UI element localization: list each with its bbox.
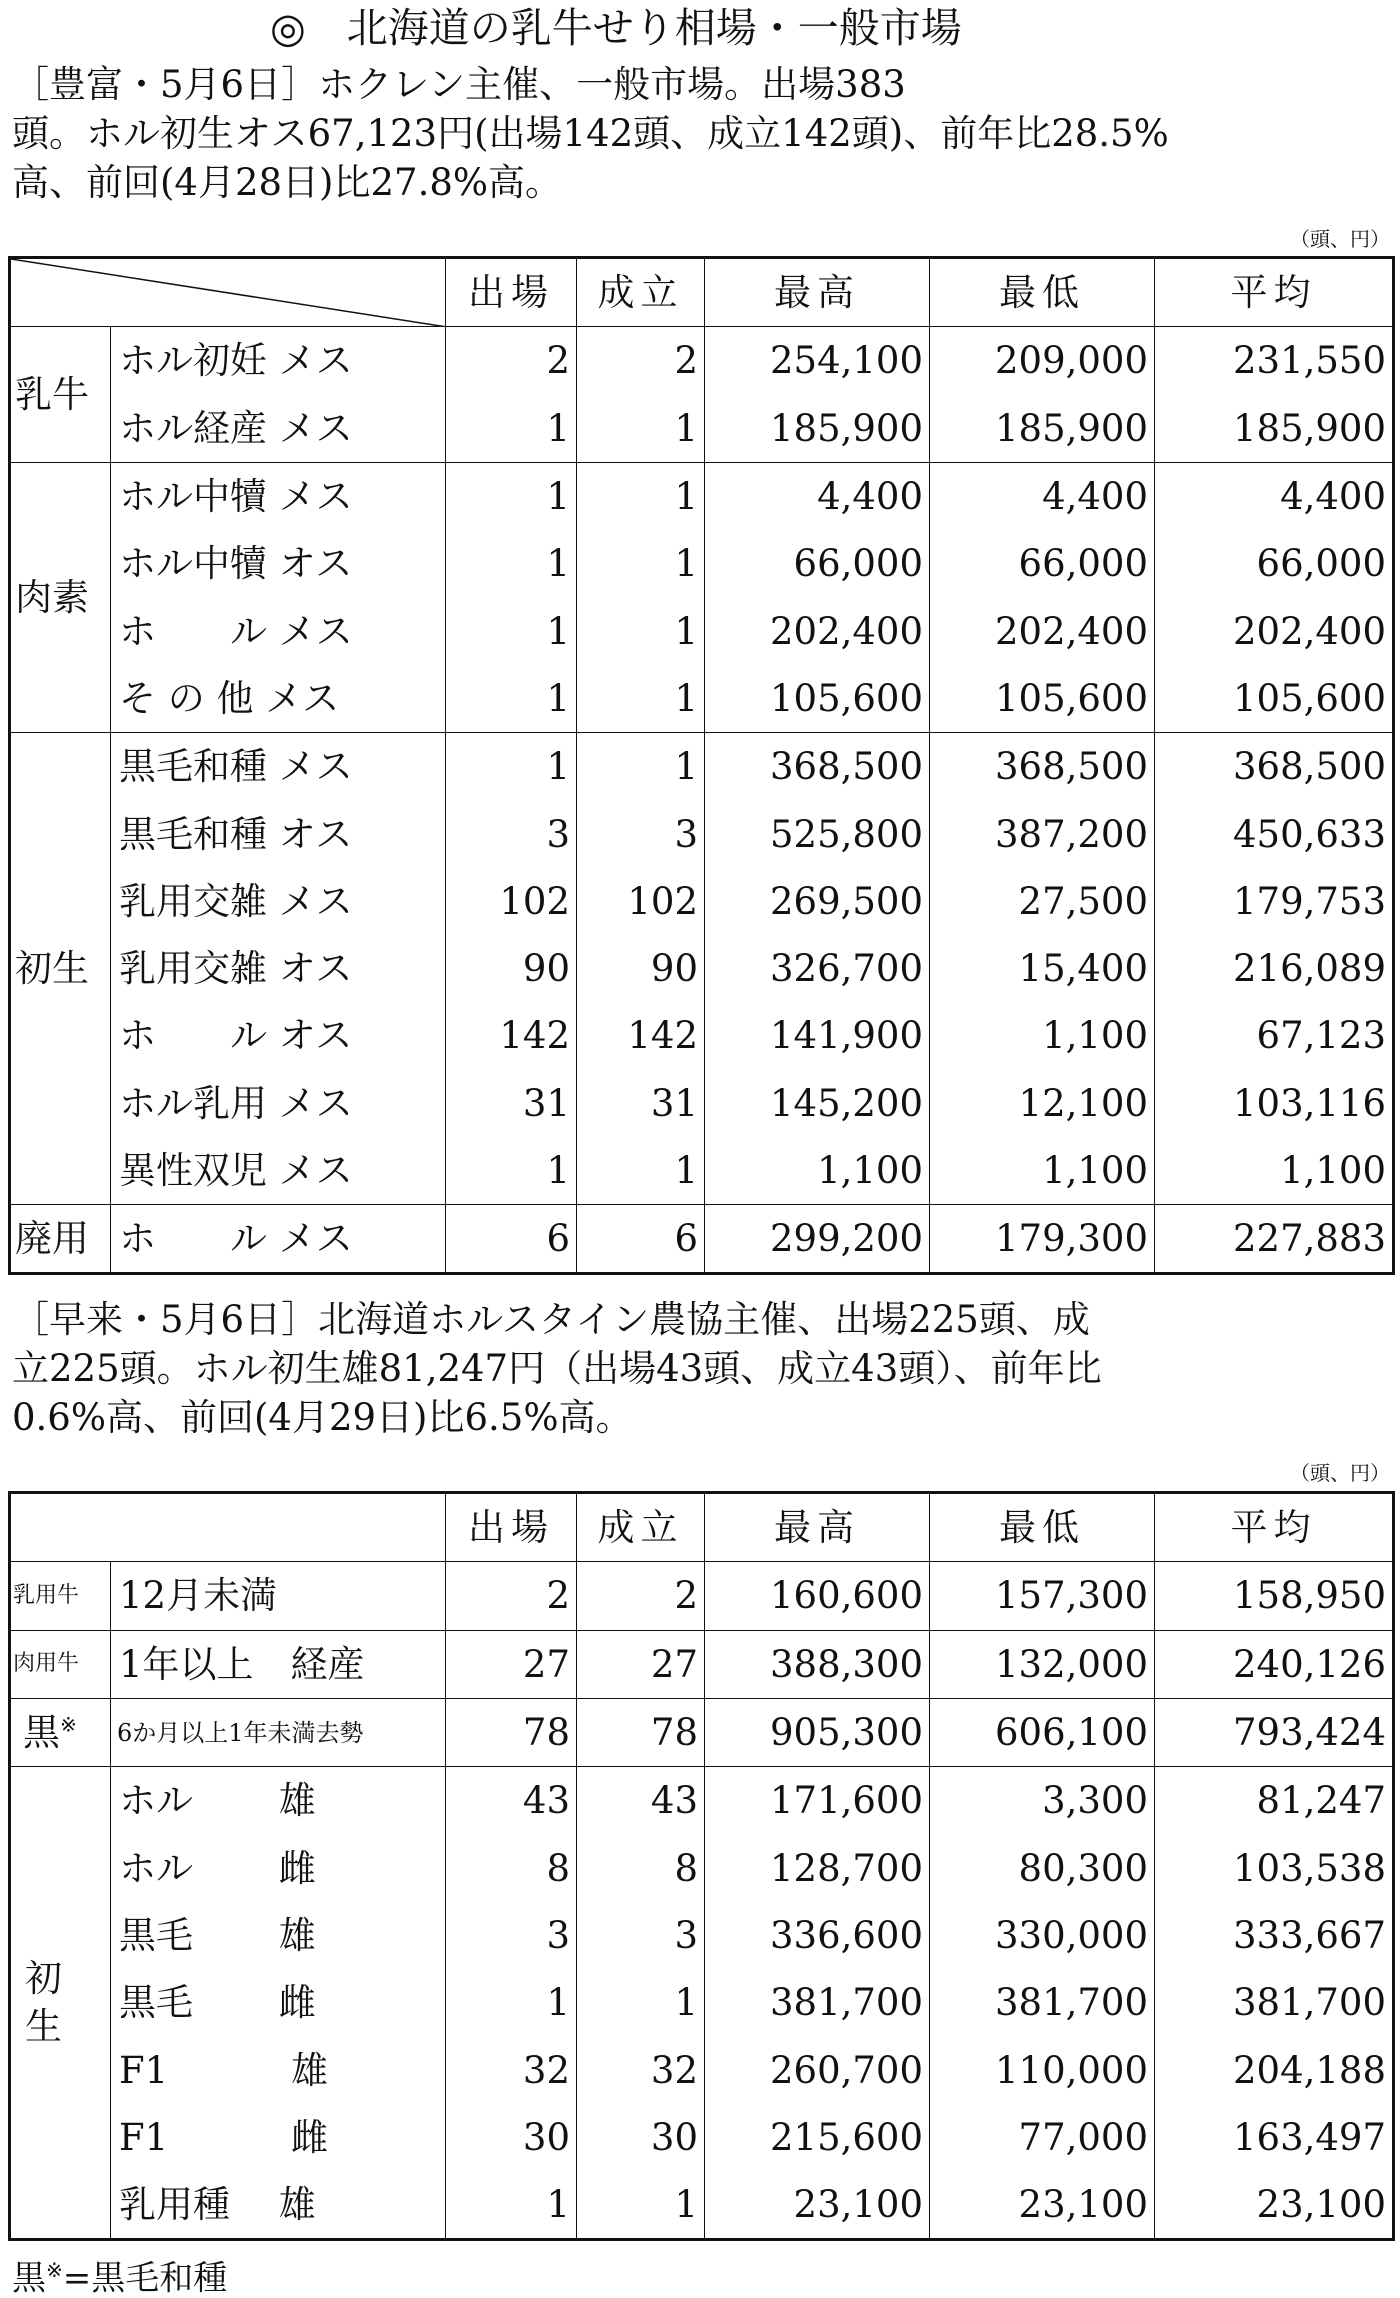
group-label: 肉用牛: [10, 1630, 111, 1698]
sold-cell: 1: [577, 1137, 705, 1205]
min-price-cell: 66,000: [930, 530, 1155, 597]
max-price-cell: 260,700: [705, 2036, 930, 2103]
market1-unit-note: （頭、円）: [1290, 227, 1390, 251]
table-row: [10, 800, 1394, 867]
count-cell: 1: [446, 530, 577, 597]
max-price-cell: 160,600: [705, 1562, 930, 1630]
item-label: 乳用交雑 メス: [111, 868, 446, 935]
group-label-text: 黒: [23, 1711, 60, 1755]
min-price-cell: 185,900: [930, 395, 1155, 463]
count-cell: 8: [446, 1834, 577, 1901]
min-price-cell: 27,500: [930, 868, 1155, 935]
header-diagonal-line: [11, 259, 447, 327]
max-price-cell: 905,300: [705, 1698, 930, 1766]
group-label: 廃用: [10, 1205, 111, 1274]
min-price-cell: 209,000: [930, 327, 1155, 395]
max-price-cell: 185,900: [705, 395, 930, 463]
min-price-cell: 1,100: [930, 1002, 1155, 1069]
count-cell: 2: [446, 327, 577, 395]
max-price-cell: 336,600: [705, 1902, 930, 1969]
avg-price-cell: 227,883: [1155, 1205, 1394, 1274]
avg-price-cell: 381,700: [1155, 1969, 1394, 2036]
min-price-cell: 606,100: [930, 1698, 1155, 1766]
avg-price-cell: 204,188: [1155, 2036, 1394, 2103]
sold-cell: 1: [577, 665, 705, 733]
table-row: [10, 1070, 1394, 1137]
sold-cell: 6: [577, 1205, 705, 1274]
sold-cell: 1: [577, 462, 705, 530]
min-price-cell: 110,000: [930, 2036, 1155, 2103]
count-cell: 1: [446, 462, 577, 530]
max-price-cell: 4,400: [705, 462, 930, 530]
table-row: [10, 597, 1394, 664]
count-cell: 32: [446, 2036, 577, 2103]
avg-price-cell: 1,100: [1155, 1137, 1394, 1205]
max-price-cell: 326,700: [705, 935, 930, 1002]
count-cell: 27: [446, 1630, 577, 1698]
max-price-cell: 368,500: [705, 733, 930, 801]
max-price-cell: 254,100: [705, 327, 930, 395]
min-price-cell: 202,400: [930, 597, 1155, 664]
min-price-cell: 381,700: [930, 1969, 1155, 2036]
avg-price-cell: 67,123: [1155, 1002, 1394, 1069]
footnote: [12, 2250, 227, 2298]
sold-cell: 3: [577, 800, 705, 867]
group-label: [10, 1698, 111, 1766]
table-row: [10, 935, 1394, 1002]
sold-cell: 32: [577, 2036, 705, 2103]
group-label: [10, 1767, 111, 2240]
item-label: 黒毛和種 メス: [111, 733, 446, 801]
min-price-cell: 368,500: [930, 733, 1155, 801]
min-price-cell: 330,000: [930, 1902, 1155, 1969]
table-row: [10, 2036, 1394, 2103]
avg-price-cell: 81,247: [1155, 1767, 1394, 1835]
avg-price-cell: 66,000: [1155, 530, 1394, 597]
max-price-cell: 171,600: [705, 1767, 930, 1835]
item-label: ホル 雄: [111, 1767, 446, 1835]
item-label: ホル 雌: [111, 1834, 446, 1901]
table-row: [10, 1630, 1394, 1698]
item-label: そ の 他 メス: [111, 665, 446, 733]
min-price-cell: 157,300: [930, 1562, 1155, 1630]
sold-cell: 102: [577, 868, 705, 935]
item-label: 1年以上 経産: [111, 1630, 446, 1698]
item-label: ホル中犢 メス: [111, 462, 446, 530]
max-price-cell: 141,900: [705, 1002, 930, 1069]
count-cell: 78: [446, 1698, 577, 1766]
min-price-cell: 132,000: [930, 1630, 1155, 1698]
count-cell: 31: [446, 1070, 577, 1137]
count-cell: 1: [446, 1137, 577, 1205]
avg-price-cell: 103,116: [1155, 1070, 1394, 1137]
avg-price-cell: 105,600: [1155, 665, 1394, 733]
max-price-cell: 145,200: [705, 1070, 930, 1137]
group-label: 初生: [10, 733, 111, 1205]
table-row: [10, 1205, 1394, 1274]
table-row: [10, 665, 1394, 733]
sold-cell: 1: [577, 2171, 705, 2240]
sold-cell: 3: [577, 1902, 705, 1969]
item-label: ホ ル メス: [111, 1205, 446, 1274]
header-max: 最高: [705, 1493, 930, 1562]
min-price-cell: 1,100: [930, 1137, 1155, 1205]
max-price-cell: 66,000: [705, 530, 930, 597]
item-label: 黒毛和種 オス: [111, 800, 446, 867]
count-cell: 1: [446, 665, 577, 733]
group-label-bottom: 生: [25, 2004, 62, 2048]
min-price-cell: 105,600: [930, 665, 1155, 733]
table-row: [10, 327, 1394, 395]
header-sold: 成立: [577, 1493, 705, 1562]
header-avg: 平均: [1155, 1493, 1394, 1562]
item-label: ホル経産 メス: [111, 395, 446, 463]
group-label-vertical: [25, 1955, 65, 2051]
min-price-cell: 15,400: [930, 935, 1155, 1002]
header-avg: 平均: [1155, 258, 1394, 327]
sold-cell: 30: [577, 2104, 705, 2171]
sold-cell: 142: [577, 1002, 705, 1069]
group-label-mark: ※: [60, 1712, 77, 1737]
market1-header-row: [10, 258, 1394, 327]
market2-header-row: [10, 1493, 1394, 1562]
avg-price-cell: 216,089: [1155, 935, 1394, 1002]
item-label: 乳用交雑 オス: [111, 935, 446, 1002]
sold-cell: 78: [577, 1698, 705, 1766]
sold-cell: 90: [577, 935, 705, 1002]
header-corner-cell: [10, 1493, 446, 1562]
count-cell: 1: [446, 1969, 577, 2036]
footnote-tail: =黒毛和種: [62, 2258, 228, 2298]
page-title: ◎ 北海道の乳牛せり相場・一般市場: [270, 4, 962, 52]
count-cell: 3: [446, 1902, 577, 1969]
sold-cell: 31: [577, 1070, 705, 1137]
header-count: 出場: [446, 1493, 577, 1562]
item-label: 異性双児 メス: [111, 1137, 446, 1205]
avg-price-cell: 185,900: [1155, 395, 1394, 463]
avg-price-cell: 4,400: [1155, 462, 1394, 530]
sold-cell: 43: [577, 1767, 705, 1835]
avg-price-cell: 158,950: [1155, 1562, 1394, 1630]
count-cell: 1: [446, 395, 577, 463]
sold-cell: 1: [577, 597, 705, 664]
table-row: [10, 1002, 1394, 1069]
sold-cell: 1: [577, 530, 705, 597]
count-cell: 30: [446, 2104, 577, 2171]
count-cell: 102: [446, 868, 577, 935]
item-label: 6か月以上1年未満去勢: [111, 1698, 446, 1766]
table-row: [10, 1137, 1394, 1205]
min-price-cell: 77,000: [930, 2104, 1155, 2171]
table-row: [10, 1902, 1394, 1969]
count-cell: 3: [446, 800, 577, 867]
avg-price-cell: 240,126: [1155, 1630, 1394, 1698]
header-corner-cell: [10, 258, 446, 327]
header-count: 出場: [446, 258, 577, 327]
avg-price-cell: 202,400: [1155, 597, 1394, 664]
count-cell: 1: [446, 733, 577, 801]
count-cell: 1: [446, 2171, 577, 2240]
sold-cell: 8: [577, 1834, 705, 1901]
group-label: 乳用牛: [10, 1562, 111, 1630]
max-price-cell: 299,200: [705, 1205, 930, 1274]
market1-table: [8, 256, 1395, 1275]
table-row: [10, 1562, 1394, 1630]
avg-price-cell: 23,100: [1155, 2171, 1394, 2240]
min-price-cell: 12,100: [930, 1070, 1155, 1137]
sold-cell: 1: [577, 733, 705, 801]
header-min: 最低: [930, 1493, 1155, 1562]
min-price-cell: 80,300: [930, 1834, 1155, 1901]
count-cell: 90: [446, 935, 577, 1002]
table-row: [10, 733, 1394, 801]
table-row: [10, 2104, 1394, 2171]
min-price-cell: 179,300: [930, 1205, 1155, 1274]
item-label: F1 雌: [111, 2104, 446, 2171]
count-cell: 43: [446, 1767, 577, 1835]
market2-table: [8, 1491, 1395, 2241]
header-min: 最低: [930, 258, 1155, 327]
footnote-mark: ※: [46, 2258, 63, 2282]
table-row: [10, 1767, 1394, 1835]
sold-cell: 27: [577, 1630, 705, 1698]
count-cell: 142: [446, 1002, 577, 1069]
market2-intro: ［早来・5月6日］北海道ホルスタイン農協主催、出場225頭、成 立225頭。ホル初生雄81,247円（出場43頭、成立43頭）、前年比 0.6%高、前回(4月29日)比6.5%高。: [12, 1298, 1102, 1439]
max-price-cell: 388,300: [705, 1630, 930, 1698]
min-price-cell: 23,100: [930, 2171, 1155, 2240]
table-row: [10, 2171, 1394, 2240]
min-price-cell: 4,400: [930, 462, 1155, 530]
avg-price-cell: 231,550: [1155, 327, 1394, 395]
count-cell: 1: [446, 597, 577, 664]
item-label: 乳用種 雄: [111, 2171, 446, 2240]
count-cell: 6: [446, 1205, 577, 1274]
avg-price-cell: 450,633: [1155, 800, 1394, 867]
item-label: 12月未満: [111, 1562, 446, 1630]
sold-cell: 1: [577, 1969, 705, 2036]
item-label: 黒毛 雄: [111, 1902, 446, 1969]
item-label: ホ ル メス: [111, 597, 446, 664]
table-row: [10, 395, 1394, 463]
table-row: [10, 530, 1394, 597]
min-price-cell: 387,200: [930, 800, 1155, 867]
avg-price-cell: 103,538: [1155, 1834, 1394, 1901]
table-row: [10, 1698, 1394, 1766]
sold-cell: 2: [577, 1562, 705, 1630]
item-label: ホル乳用 メス: [111, 1070, 446, 1137]
max-price-cell: 1,100: [705, 1137, 930, 1205]
market1-intro: ［豊富・5月6日］ホクレン主催、一般市場。出場383 頭。ホル初生オス67,123円(出場142頭、成立142頭)、前年比28.5% 高、前回(4月28日)比27.8%高。: [12, 63, 1169, 204]
max-price-cell: 202,400: [705, 597, 930, 664]
table-row: [10, 1969, 1394, 2036]
max-price-cell: 23,100: [705, 2171, 930, 2240]
count-cell: 2: [446, 1562, 577, 1630]
item-label: F1 雄: [111, 2036, 446, 2103]
max-price-cell: 128,700: [705, 1834, 930, 1901]
group-label: 乳牛: [10, 327, 111, 463]
max-price-cell: 269,500: [705, 868, 930, 935]
group-label: 肉素: [10, 462, 111, 732]
avg-price-cell: 179,753: [1155, 868, 1394, 935]
header-max: 最高: [705, 258, 930, 327]
max-price-cell: 105,600: [705, 665, 930, 733]
max-price-cell: 381,700: [705, 1969, 930, 2036]
avg-price-cell: 368,500: [1155, 733, 1394, 801]
footnote-head: 黒: [12, 2258, 46, 2298]
header-sold: 成立: [577, 258, 705, 327]
item-label: ホ ル オス: [111, 1002, 446, 1069]
avg-price-cell: 793,424: [1155, 1698, 1394, 1766]
table-row: [10, 868, 1394, 935]
sold-cell: 2: [577, 327, 705, 395]
item-label: ホル中犢 オス: [111, 530, 446, 597]
avg-price-cell: 333,667: [1155, 1902, 1394, 1969]
market2-unit-note: （頭、円）: [1290, 1461, 1390, 1485]
max-price-cell: 215,600: [705, 2104, 930, 2171]
group-label-top: 初: [25, 1956, 62, 2000]
max-price-cell: 525,800: [705, 800, 930, 867]
avg-price-cell: 163,497: [1155, 2104, 1394, 2171]
table-row: [10, 1834, 1394, 1901]
item-label: ホル初妊 メス: [111, 327, 446, 395]
min-price-cell: 3,300: [930, 1767, 1155, 1835]
item-label: 黒毛 雌: [111, 1969, 446, 2036]
sold-cell: 1: [577, 395, 705, 463]
table-row: [10, 462, 1394, 530]
